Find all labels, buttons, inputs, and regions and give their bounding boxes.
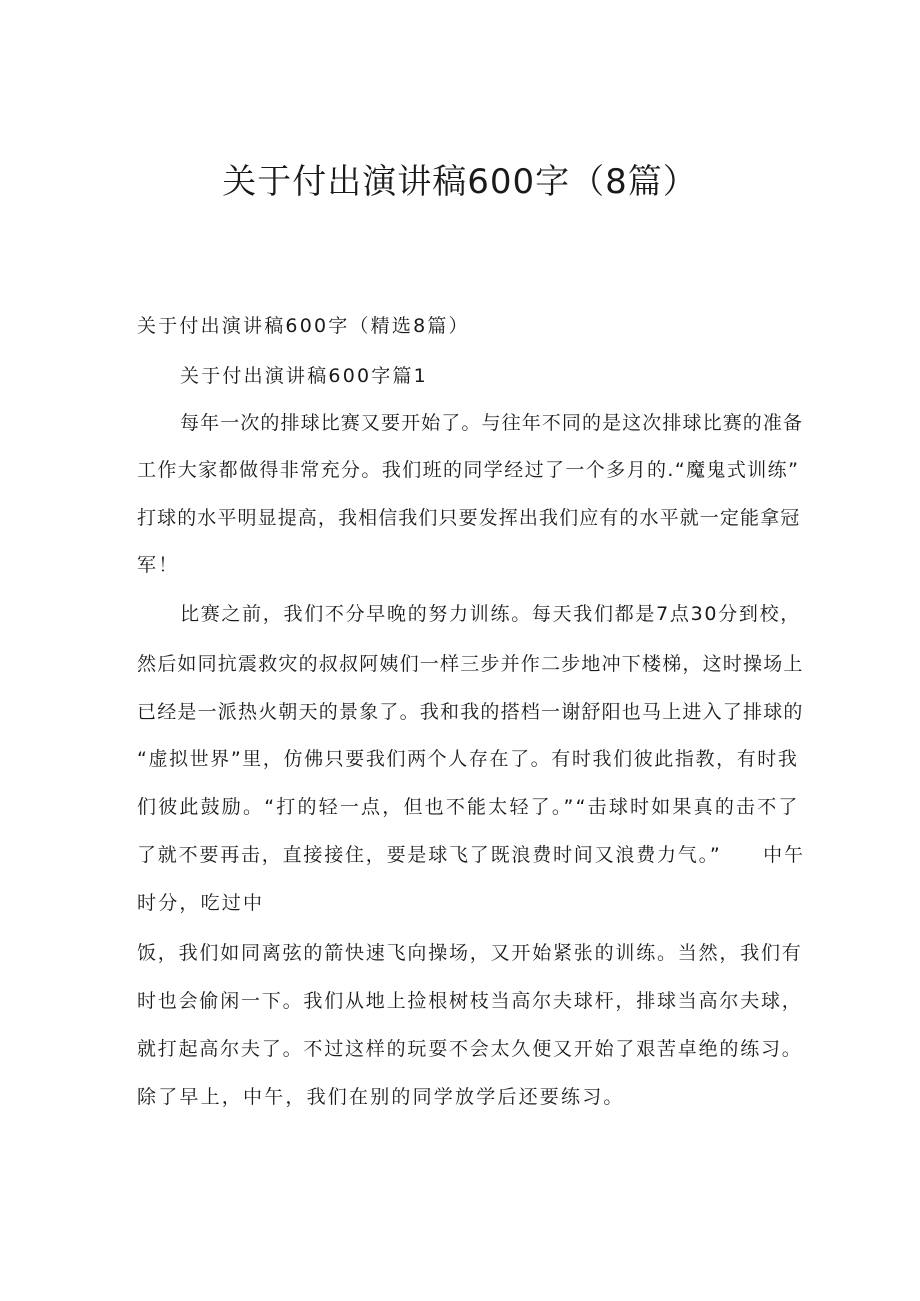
paragraph-line: 了就不要再击，直接接住，要是球飞了既浪费时间又浪费力气。” 中午 xyxy=(137,844,805,866)
paragraph-line: 除了早上，中午，我们在别的同学放学后还要练习。 xyxy=(137,1086,625,1108)
paragraph-line: 已经是一派热火朝天的景象了。我和我的搭档一谢舒阳也马上进入了排球的 xyxy=(137,701,804,723)
paragraph-line: 军！ xyxy=(137,554,180,576)
paragraph-line: “虚拟世界”里，仿佛只要我们两个人存在了。有时我们彼此指教，有时我 xyxy=(137,748,799,770)
section-heading: 关于付出演讲稿600字篇1 xyxy=(180,365,428,387)
document-subtitle: 关于付出演讲稿600字（精选8篇） xyxy=(137,315,470,337)
paragraph-line: 比赛之前，我们不分早晚的努力训练。每天我们都是7点30分到校， xyxy=(180,603,801,625)
paragraph-line: 饭，我们如同离弦的箭快速飞向操场，又开始紧张的训练。当然，我们有 xyxy=(137,942,803,964)
paragraph-line: 时也会偷闲一下。我们从地上捡根树枝当高尔夫球杆，排球当高尔夫球， xyxy=(137,990,803,1012)
document-title: 关于付出演讲稿600字（8篇） xyxy=(222,162,698,202)
paragraph-line: 就打起高尔夫了。不过这样的玩耍不会太久便又开始了艰苦卓绝的练习。 xyxy=(137,1038,803,1060)
paragraph-line: 然后如同抗震救灾的叔叔阿姨们一样三步并作二步地冲下楼梯，这时操场上 xyxy=(137,653,804,675)
paragraph-line: 工作大家都做得非常充分。我们班的同学经过了一个多月的.“魔鬼式训练” xyxy=(137,459,800,481)
paragraph-line: 时分，吃过中 xyxy=(137,892,265,914)
paragraph-line: 打球的水平明显提高，我相信我们只要发挥出我们应有的水平就一定能拿冠 xyxy=(137,507,801,529)
paragraph-line: 们彼此鼓励。“打的轻一点，但也不能太轻了。”“击球时如果真的击不了 xyxy=(137,796,800,818)
paragraph-line: 每年一次的排球比赛又要开始了。与往年不同的是这次排球比赛的准备 xyxy=(180,412,804,434)
